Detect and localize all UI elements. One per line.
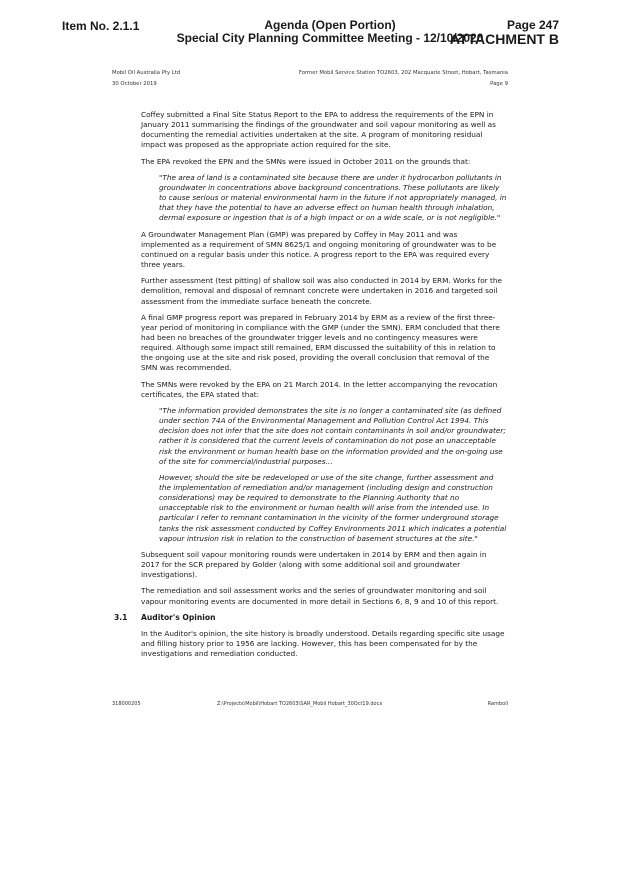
paragraph: Subsequent soil vapour monitoring rounds were undertaken in 2014 by ERM and then again in 2017 for the SCR prepared by Golder (along with some additional soil and groundwater investigations). [141, 549, 487, 580]
agenda-page-number: Page 247 [506, 18, 559, 32]
paragraph: A final GMP progress report was prepared in February 2014 by ERM as a review of the first three-year period of monitoring in compliance with the GMP (under the SMN). ERM concluded that there had been no breaches of the groundwater trigger levels and no contingency measures were required. Although some impact still remained, ERM discussed the suitability of this in relation to the ongoing use at the site and risk posed, providing the overall conclusion that removal of the SMN was recommended. [141, 312, 500, 373]
paragraph: Coffey submitted a Final Site Status Report to the EPA to address the requirements of the EPN in January 2011 summarising the findings of the groundwater and soil vapour monitoring as well as documenting the remedial activities undertaken at the site. A program of monitoring residual impact was proposed as the appropriate action required for the site. [141, 110, 496, 150]
document-number: 318000205 [112, 701, 141, 707]
quote-epa-grounds [159, 173, 507, 224]
report-date: 30 October 2019 [112, 81, 157, 87]
report-header [112, 68, 508, 90]
quote-paragraph: However, should the site be redeveloped or use of the site change, further assessment and the implementation of remediation and/or management (including design and construction considerations) may be required to demonstrate to the Planning Authority that no unacceptable risk to the environment or human health will arise from the intended use. In particular I refer to remnant contamination in the vicinity of the former underground storage tanks the risk assessment conducted by Coffey Environments 2011 which indicates a potential vapour intrusion risk in relation to the construction of basement structures at the site." [159, 472, 507, 543]
report-header-right [299, 68, 508, 90]
page-attachment-block [450, 19, 559, 46]
company-name: Mobil Oil Australia Pty Ltd [112, 70, 181, 76]
site-address: Former Mobil Service Station TO2603, 202 Macquarie Street, Hobart, Tasmania [298, 70, 508, 76]
document-body [114, 110, 507, 665]
attachment-label: ATTACHMENT B [449, 31, 559, 47]
agenda-title-block [170, 19, 490, 45]
quote-paragraph: "The area of land is a contaminated site because there are under it hydrocarbon pollutants in groundwater in concentrations above background concentrations. These pollutants are likely to cause serious or material environmental harm in the future if not appropriately managed, in that they have the potential to have an adverse effect on human health through inhalation, dermal exposure or ingestion that is of a high impact or on a wide scale, or is not negligible." [159, 172, 507, 223]
paragraph: The EPA revoked the EPN and the SMNs were issued in October 2011 on the grounds that: [141, 156, 471, 166]
paragraph: Further assessment (test pitting) of shallow soil was also conducted in 2014 by ERM. Works for the demolition, removal and disposal of remnant concrete were undertaken in 2016 and targeted soil assessment from the immediate surface beneath the concrete. [141, 276, 502, 306]
paragraph: The SMNs were revoked by the EPA on 21 March 2014. In the letter accompanying the revocation certificates, the EPA stated that: [141, 379, 498, 399]
section-title: Auditor's Opinion [141, 612, 216, 622]
report-page-number: Page 9 [490, 81, 508, 87]
item-number: Item No. 2.1.1 [62, 19, 140, 33]
paragraph: A Groundwater Management Plan (GMP) was prepared by Coffey in May 2011 and was implemented as a requirement of SMN 8625/1 and ongoing monitoring of groundwater was to be continued on a regular basis under this notice. A progress report to the EPA was required every three years. [141, 229, 497, 270]
quote-paragraph: "The information provided demonstrates the site is no longer a contaminated site (as defined under section 74A of the Environmental Management and Pollution Control Act 1994. This decision does not infer that the site does not contain contaminants in soil and/or groundwater; rather it is considered that the current levels of contamination do not pose an unacceptable risk the environment or human health base on the information provided and the on-going use of the site for commercial/industrial purposes… [159, 405, 506, 466]
section-heading [114, 613, 507, 623]
quote-epa-revocation [159, 406, 507, 544]
footer-company: Ramboll [487, 701, 508, 707]
paragraph: The remediation and soil assessment works and the series of groundwater monitoring and soil vapour monitoring events are documented in more detail in Sections 6, 8, 9 and 10 of this report. [141, 586, 499, 606]
agenda-title: Agenda (Open Portion) [264, 18, 396, 32]
meeting-subtitle: Special City Planning Committee Meeting - 12/10/2020 [176, 31, 484, 45]
agenda-header [0, 17, 622, 47]
file-path: Z:\Projects\Mobil\Hobart TO2603\SAR_Mobil Hobart_30Oct19.docx [217, 701, 383, 707]
paragraph: In the Auditor's opinion, the site history is broadly understood. Details regarding specific site usage and filling history prior to 1956 are lacking. However, this has been compensated for by the investigations and remediation conducted. [141, 628, 505, 659]
section-number: 3.1 [114, 612, 128, 622]
